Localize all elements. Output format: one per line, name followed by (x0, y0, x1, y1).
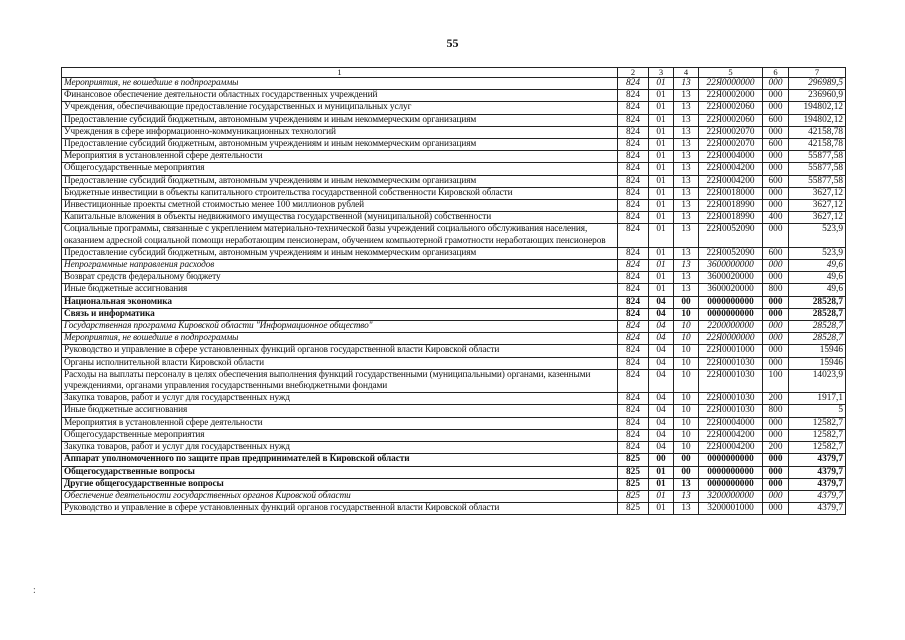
item-name-cell: Учреждения в сфере информационно-коммуникационных технологий (62, 126, 618, 138)
expense-type-cell: 000 (763, 466, 789, 478)
item-name-cell: Мероприятия в установленной сфере деятельности (62, 151, 618, 163)
subsection-code-cell: 13 (674, 151, 699, 163)
section-code-cell: 04 (649, 321, 674, 333)
ministry-code-cell: 825 (618, 478, 649, 490)
ministry-code-cell: 824 (618, 175, 649, 187)
ministry-code-cell: 824 (618, 284, 649, 296)
ministry-code-cell: 824 (618, 369, 649, 392)
target-article-cell: 0000000000 (699, 308, 763, 320)
item-name-cell: Общегосударственные мероприятия (62, 163, 618, 175)
ministry-code-cell: 824 (618, 357, 649, 369)
amount-cell: 3627,12 (789, 200, 846, 212)
subsection-code-cell: 13 (674, 212, 699, 224)
section-code-cell: 01 (649, 187, 674, 199)
section-code-cell: 04 (649, 333, 674, 345)
target-article-cell: 22Я0001000 (699, 345, 763, 357)
section-code-cell: 04 (649, 393, 674, 405)
subsection-code-cell: 13 (674, 478, 699, 490)
margin-mark: : (33, 585, 36, 596)
amount-cell: 236960,9 (789, 90, 846, 102)
item-name-cell: Обеспечение деятельности государственных органов Кировской области (62, 490, 618, 502)
ministry-code-cell: 824 (618, 308, 649, 320)
amount-cell: 15946 (789, 357, 846, 369)
target-article-cell: 22Я0002060 (699, 102, 763, 114)
item-name-cell: Мероприятия, не вошедшие в подпрограммы (62, 78, 618, 90)
table-row (62, 151, 846, 163)
section-code-cell: 04 (649, 405, 674, 417)
item-name-cell: Общегосударственные мероприятия (62, 429, 618, 441)
table-row (62, 163, 846, 175)
amount-cell: 28528,7 (789, 333, 846, 345)
item-name-cell: Аппарат уполномоченного по защите прав предпринимателей в Кировской области (62, 454, 618, 466)
target-article-cell: 22Я0018000 (699, 187, 763, 199)
ministry-code-cell: 825 (618, 490, 649, 502)
ministry-code-cell: 824 (618, 114, 649, 126)
item-name-cell: Расходы на выплаты персоналу в целях обеспечения выполнения функций государственными (муниципальными) органами, казенными учреждениями, органами управления государственными внебюджетными фондами (62, 369, 618, 392)
section-code-cell: 01 (649, 478, 674, 490)
section-code-cell: 01 (649, 503, 674, 515)
table-row (62, 212, 846, 224)
target-article-cell: 22Я0001030 (699, 405, 763, 417)
section-code-cell: 01 (649, 114, 674, 126)
amount-cell: 14023,9 (789, 369, 846, 392)
item-name-cell: Иные бюджетные ассигнования (62, 284, 618, 296)
item-name-cell: Связь и информатика (62, 308, 618, 320)
item-name-cell: Бюджетные инвестиции в объекты капитального строительства государственной собственности Кировской области (62, 187, 618, 199)
subsection-code-cell: 10 (674, 417, 699, 429)
target-article-cell: 0000000000 (699, 454, 763, 466)
table-row (62, 139, 846, 151)
item-name-cell: Мероприятия, не вошедшие в подпрограммы (62, 333, 618, 345)
expense-type-cell: 600 (763, 247, 789, 259)
ministry-code-cell: 824 (618, 212, 649, 224)
table-row (62, 490, 846, 502)
target-article-cell: 3200001000 (699, 503, 763, 515)
item-name-cell: Предоставление субсидий бюджетным, автономным учреждениям и иным некоммерческим организациям (62, 114, 618, 126)
table-row (62, 272, 846, 284)
item-name-cell: Мероприятия в установленной сфере деятельности (62, 417, 618, 429)
subsection-code-cell: 00 (674, 466, 699, 478)
item-name-cell: Общегосударственные вопросы (62, 466, 618, 478)
expense-type-cell: 000 (763, 503, 789, 515)
expense-type-cell: 100 (763, 369, 789, 392)
amount-cell: 4379,7 (789, 454, 846, 466)
table-row (62, 345, 846, 357)
subsection-code-cell: 10 (674, 369, 699, 392)
section-code-cell: 01 (649, 139, 674, 151)
ministry-code-cell: 824 (618, 321, 649, 333)
subsection-code-cell: 13 (674, 126, 699, 138)
ministry-code-cell: 824 (618, 272, 649, 284)
ministry-code-cell: 825 (618, 454, 649, 466)
column-header: 7 (789, 68, 846, 78)
target-article-cell: 3600020000 (699, 272, 763, 284)
section-code-cell: 04 (649, 369, 674, 392)
ministry-code-cell: 824 (618, 405, 649, 417)
amount-cell: 523,9 (789, 224, 846, 247)
subsection-code-cell: 13 (674, 187, 699, 199)
amount-cell: 4379,7 (789, 466, 846, 478)
column-number-row (62, 68, 846, 78)
subsection-code-cell: 10 (674, 405, 699, 417)
ministry-code-cell: 824 (618, 126, 649, 138)
target-article-cell: 22Я0052090 (699, 224, 763, 247)
subsection-code-cell: 13 (674, 175, 699, 187)
section-code-cell: 01 (649, 247, 674, 259)
column-header: 3 (649, 68, 674, 78)
ministry-code-cell: 824 (618, 345, 649, 357)
expense-type-cell: 000 (763, 260, 789, 272)
column-header: 4 (674, 68, 699, 78)
ministry-code-cell: 824 (618, 247, 649, 259)
amount-cell: 4379,7 (789, 478, 846, 490)
column-header: 6 (763, 68, 789, 78)
expense-type-cell: 200 (763, 442, 789, 454)
item-name-cell: Закупка товаров, работ и услуг для государственных нужд (62, 442, 618, 454)
amount-cell: 55877,58 (789, 151, 846, 163)
expense-type-cell: 000 (763, 296, 789, 308)
target-article-cell: 22Я0004200 (699, 175, 763, 187)
ministry-code-cell: 824 (618, 187, 649, 199)
item-name-cell: Инвестиционные проекты сметной стоимостью менее 100 миллионов рублей (62, 200, 618, 212)
expense-type-cell: 600 (763, 139, 789, 151)
target-article-cell: 22Я0001030 (699, 393, 763, 405)
expense-type-cell: 600 (763, 175, 789, 187)
expense-type-cell: 000 (763, 163, 789, 175)
table-row (62, 247, 846, 259)
amount-cell: 55877,58 (789, 175, 846, 187)
section-code-cell: 01 (649, 90, 674, 102)
amount-cell: 49,6 (789, 260, 846, 272)
ministry-code-cell: 824 (618, 163, 649, 175)
expense-type-cell: 800 (763, 405, 789, 417)
amount-cell: 49,6 (789, 272, 846, 284)
subsection-code-cell: 13 (674, 200, 699, 212)
table-row (62, 405, 846, 417)
item-name-cell: Финансовое обеспечение деятельности областных государственных учреждений (62, 90, 618, 102)
target-article-cell: 22Я0004200 (699, 429, 763, 441)
amount-cell: 3627,12 (789, 187, 846, 199)
column-header: 1 (62, 68, 618, 78)
table-row (62, 429, 846, 441)
section-code-cell: 01 (649, 260, 674, 272)
section-code-cell: 01 (649, 212, 674, 224)
target-article-cell: 22Я0004200 (699, 442, 763, 454)
item-name-cell: Предоставление субсидий бюджетным, автономным учреждениям и иным некоммерческим организациям (62, 247, 618, 259)
table-row (62, 126, 846, 138)
target-article-cell: 22Я0018990 (699, 200, 763, 212)
subsection-code-cell: 13 (674, 503, 699, 515)
amount-cell: 3627,12 (789, 212, 846, 224)
target-article-cell: 0000000000 (699, 466, 763, 478)
table-row (62, 224, 846, 247)
target-article-cell: 2200000000 (699, 321, 763, 333)
subsection-code-cell: 13 (674, 272, 699, 284)
section-code-cell: 01 (649, 126, 674, 138)
table-row (62, 102, 846, 114)
ministry-code-cell: 824 (618, 139, 649, 151)
expense-type-cell: 000 (763, 200, 789, 212)
amount-cell: 28528,7 (789, 308, 846, 320)
expense-type-cell: 000 (763, 345, 789, 357)
budget-table (61, 67, 846, 515)
item-name-cell: Возврат средств федеральному бюджету (62, 272, 618, 284)
subsection-code-cell: 13 (674, 260, 699, 272)
section-code-cell: 04 (649, 429, 674, 441)
expense-type-cell: 600 (763, 114, 789, 126)
section-code-cell: 04 (649, 345, 674, 357)
expense-type-cell: 000 (763, 272, 789, 284)
table-body (62, 78, 846, 515)
item-name-cell: Предоставление субсидий бюджетным, автономным учреждениям и иным некоммерческим организациям (62, 175, 618, 187)
section-code-cell: 01 (649, 78, 674, 90)
amount-cell: 194802,12 (789, 114, 846, 126)
subsection-code-cell: 10 (674, 321, 699, 333)
section-code-cell: 04 (649, 308, 674, 320)
expense-type-cell: 000 (763, 151, 789, 163)
ministry-code-cell: 824 (618, 78, 649, 90)
expense-type-cell: 000 (763, 478, 789, 490)
target-article-cell: 22Я0004000 (699, 151, 763, 163)
amount-cell: 12582,7 (789, 417, 846, 429)
amount-cell: 12582,7 (789, 429, 846, 441)
item-name-cell: Государственная программа Кировской области "Информационное общество" (62, 321, 618, 333)
item-name-cell: Закупка товаров, работ и услуг для государственных нужд (62, 393, 618, 405)
expense-type-cell: 000 (763, 102, 789, 114)
subsection-code-cell: 13 (674, 78, 699, 90)
expense-type-cell: 000 (763, 321, 789, 333)
target-article-cell: 22Я0000000 (699, 78, 763, 90)
table-row (62, 284, 846, 296)
target-article-cell: 22Я0002060 (699, 114, 763, 126)
ministry-code-cell: 825 (618, 466, 649, 478)
subsection-code-cell: 10 (674, 442, 699, 454)
section-code-cell: 01 (649, 284, 674, 296)
expense-type-cell: 000 (763, 490, 789, 502)
section-code-cell: 01 (649, 224, 674, 247)
amount-cell: 1917,1 (789, 393, 846, 405)
expense-type-cell: 000 (763, 454, 789, 466)
table-row (62, 333, 846, 345)
amount-cell: 194802,12 (789, 102, 846, 114)
ministry-code-cell: 824 (618, 296, 649, 308)
amount-cell: 5 (789, 405, 846, 417)
subsection-code-cell: 13 (674, 114, 699, 126)
table-row (62, 393, 846, 405)
section-code-cell: 00 (649, 454, 674, 466)
table-row (62, 175, 846, 187)
table-row (62, 466, 846, 478)
subsection-code-cell: 13 (674, 163, 699, 175)
amount-cell: 296989,5 (789, 78, 846, 90)
subsection-code-cell: 13 (674, 90, 699, 102)
item-name-cell: Руководство и управление в сфере установленных функций органов государственной власти Кировской области (62, 345, 618, 357)
item-name-cell: Национальная экономика (62, 296, 618, 308)
table-row (62, 503, 846, 515)
expense-type-cell: 000 (763, 78, 789, 90)
expense-type-cell: 000 (763, 357, 789, 369)
target-article-cell: 3600000000 (699, 260, 763, 272)
section-code-cell: 01 (649, 163, 674, 175)
item-name-cell: Органы исполнительной власти Кировской области (62, 357, 618, 369)
section-code-cell: 01 (649, 175, 674, 187)
item-name-cell: Социальные программы, связанные с укреплением материально-технической базы учреждений социального обслуживания населения, оказанием адресной социальной помощи неработающим пенсионерам, обучением компьютерной грамотности неработающих пенсионеров (62, 224, 618, 247)
subsection-code-cell: 00 (674, 296, 699, 308)
item-name-cell: Учреждения, обеспечивающие предоставление государственных и муниципальных услуг (62, 102, 618, 114)
item-name-cell: Иные бюджетные ассигнования (62, 405, 618, 417)
amount-cell: 523,9 (789, 247, 846, 259)
subsection-code-cell: 13 (674, 102, 699, 114)
subsection-code-cell: 13 (674, 224, 699, 247)
subsection-code-cell: 10 (674, 308, 699, 320)
amount-cell: 28528,7 (789, 321, 846, 333)
item-name-cell: Предоставление субсидий бюджетным, автономным учреждениям и иным некоммерческим организациям (62, 139, 618, 151)
column-header: 5 (699, 68, 763, 78)
subsection-code-cell: 13 (674, 490, 699, 502)
expense-type-cell: 800 (763, 284, 789, 296)
section-code-cell: 04 (649, 296, 674, 308)
table-row (62, 478, 846, 490)
target-article-cell: 22Я0004000 (699, 417, 763, 429)
expense-type-cell: 000 (763, 126, 789, 138)
section-code-cell: 01 (649, 466, 674, 478)
ministry-code-cell: 824 (618, 417, 649, 429)
subsection-code-cell: 10 (674, 393, 699, 405)
subsection-code-cell: 13 (674, 139, 699, 151)
item-name-cell: Руководство и управление в сфере установленных функций органов государственной власти Кировской области (62, 503, 618, 515)
ministry-code-cell: 824 (618, 102, 649, 114)
target-article-cell: 22Я0001030 (699, 357, 763, 369)
amount-cell: 42158,78 (789, 139, 846, 151)
ministry-code-cell: 824 (618, 260, 649, 272)
page-number: 55 (446, 36, 459, 50)
ministry-code-cell: 824 (618, 200, 649, 212)
amount-cell: 4379,7 (789, 503, 846, 515)
section-code-cell: 04 (649, 357, 674, 369)
amount-cell: 12582,7 (789, 442, 846, 454)
table-row (62, 187, 846, 199)
table-row (62, 200, 846, 212)
section-code-cell: 01 (649, 200, 674, 212)
expense-type-cell: 000 (763, 90, 789, 102)
section-code-cell: 01 (649, 272, 674, 284)
target-article-cell: 22Я0004200 (699, 163, 763, 175)
item-name-cell: Непрограммные направления расходов (62, 260, 618, 272)
target-article-cell: 3200000000 (699, 490, 763, 502)
table-row (62, 114, 846, 126)
expense-type-cell: 000 (763, 224, 789, 247)
section-code-cell: 01 (649, 102, 674, 114)
target-article-cell: 22Я0002070 (699, 139, 763, 151)
target-article-cell: 22Я0000000 (699, 333, 763, 345)
amount-cell: 49,6 (789, 284, 846, 296)
table-row (62, 296, 846, 308)
ministry-code-cell: 825 (618, 503, 649, 515)
subsection-code-cell: 10 (674, 357, 699, 369)
subsection-code-cell: 13 (674, 284, 699, 296)
section-code-cell: 01 (649, 490, 674, 502)
ministry-code-cell: 824 (618, 151, 649, 163)
table-row (62, 417, 846, 429)
table-row (62, 442, 846, 454)
table-row (62, 260, 846, 272)
target-article-cell: 0000000000 (699, 478, 763, 490)
amount-cell: 4379,7 (789, 490, 846, 502)
expense-type-cell: 000 (763, 187, 789, 199)
expense-type-cell: 200 (763, 393, 789, 405)
target-article-cell: 22Я0002000 (699, 90, 763, 102)
table-row (62, 454, 846, 466)
target-article-cell: 22Я0002070 (699, 126, 763, 138)
table-row (62, 357, 846, 369)
ministry-code-cell: 824 (618, 429, 649, 441)
table-row (62, 321, 846, 333)
subsection-code-cell: 00 (674, 454, 699, 466)
amount-cell: 15946 (789, 345, 846, 357)
item-name-cell: Капитальные вложения в объекты недвижимого имущества государственной (муниципальной) собственности (62, 212, 618, 224)
section-code-cell: 04 (649, 442, 674, 454)
amount-cell: 28528,7 (789, 296, 846, 308)
amount-cell: 55877,58 (789, 163, 846, 175)
section-code-cell: 04 (649, 417, 674, 429)
expense-type-cell: 000 (763, 429, 789, 441)
subsection-code-cell: 13 (674, 247, 699, 259)
subsection-code-cell: 10 (674, 345, 699, 357)
amount-cell: 42158,78 (789, 126, 846, 138)
target-article-cell: 22Я0001030 (699, 369, 763, 392)
table-row (62, 369, 846, 392)
table-row (62, 308, 846, 320)
subsection-code-cell: 10 (674, 429, 699, 441)
section-code-cell: 01 (649, 151, 674, 163)
target-article-cell: 3600020000 (699, 284, 763, 296)
ministry-code-cell: 824 (618, 393, 649, 405)
item-name-cell: Другие общегосударственные вопросы (62, 478, 618, 490)
target-article-cell: 22Я0052090 (699, 247, 763, 259)
table-row (62, 90, 846, 102)
expense-type-cell: 000 (763, 333, 789, 345)
subsection-code-cell: 10 (674, 333, 699, 345)
ministry-code-cell: 824 (618, 224, 649, 247)
column-header: 2 (618, 68, 649, 78)
expense-type-cell: 000 (763, 417, 789, 429)
target-article-cell: 0000000000 (699, 296, 763, 308)
table-row (62, 78, 846, 90)
ministry-code-cell: 824 (618, 442, 649, 454)
expense-type-cell: 400 (763, 212, 789, 224)
expense-type-cell: 000 (763, 308, 789, 320)
target-article-cell: 22Я0018990 (699, 212, 763, 224)
ministry-code-cell: 824 (618, 333, 649, 345)
ministry-code-cell: 824 (618, 90, 649, 102)
